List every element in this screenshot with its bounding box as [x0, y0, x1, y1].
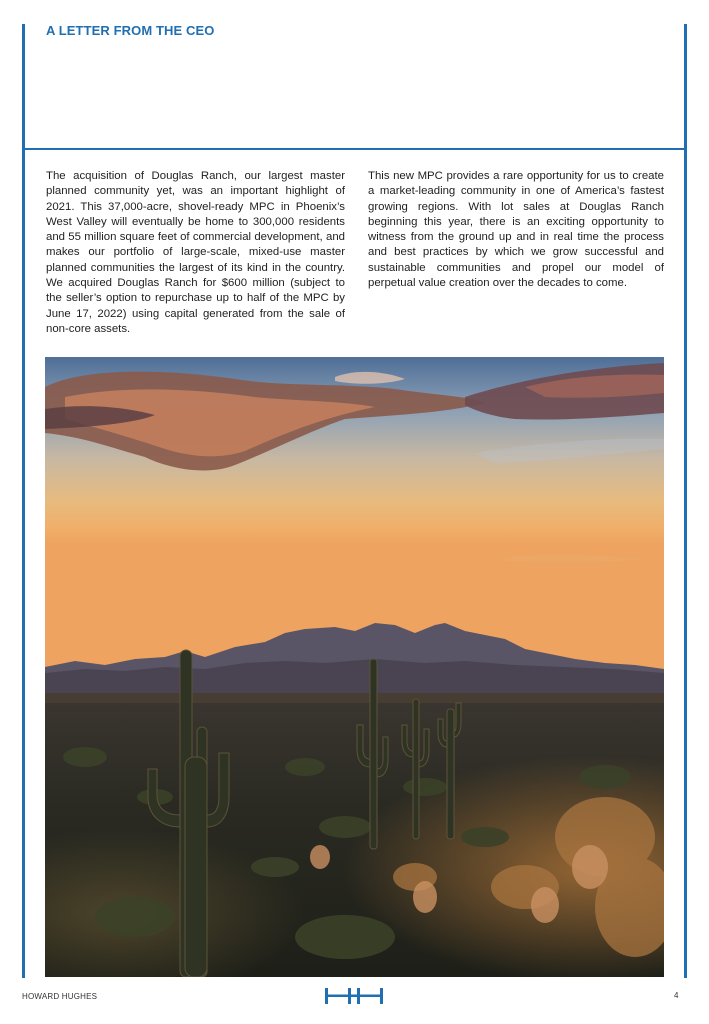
- right-border-rule: [684, 24, 687, 978]
- left-border-rule: [22, 24, 25, 978]
- footer-brand-name: HOWARD HUGHES: [22, 992, 98, 1001]
- howard-hughes-logo-icon: [323, 987, 385, 1005]
- page-number: 4: [674, 991, 679, 1000]
- page-title: A LETTER FROM THE CEO: [46, 23, 215, 38]
- desert-sunset-photo: [45, 357, 664, 977]
- letter-paragraph-left: The acquisition of Douglas Ranch, our largest master planned community yet, was an important highlight of 2021. This 37,000-acre, shovel-ready MPC in Phoenix’s West Valley will eventually be home to 300,000 residents and 55 million square feet of commercial development, and makes our portfolio of large-scale, mixed-use master planned communities the largest of its kind in the country. We acquired Douglas Ranch for $600 million (subject to the seller’s option to repurchase up to half of the MPC by June 17, 2022) using capital generated from the sale of non-core assets.: [46, 170, 345, 335]
- header-divider: [22, 148, 687, 150]
- letter-paragraph-right: This new MPC provides a rare opportunity for us to create a market-leading community in one of America’s fastest growing regions. With lot sales at Douglas Ranch beginning this year, there is an exciting opportunity to witness from the ground up and in real time the process and best practices by which we grow successful and sustainable communities and propel our model of perpetual value creation over the decades to come.: [368, 170, 664, 290]
